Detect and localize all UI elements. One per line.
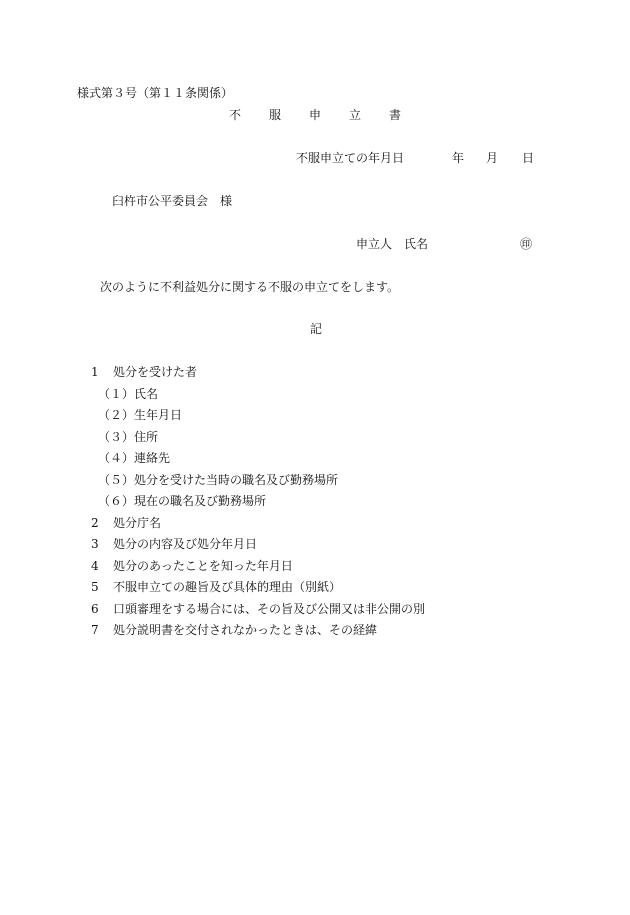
addressee: 臼杵市公平委員会 様 <box>112 194 233 208</box>
item-number: 3 <box>91 537 99 551</box>
date-label: 不服申立ての年月日 <box>296 151 405 165</box>
form-number: 様式第３号（第１１条関係） <box>77 86 234 100</box>
item-number: 4 <box>91 558 99 573</box>
item-number: （３） <box>98 429 135 444</box>
item-number: 7 <box>91 623 99 637</box>
item-number: （４） <box>98 451 135 465</box>
item-text: 連絡先 <box>134 451 171 465</box>
seal-mark: ㊞ <box>520 237 533 251</box>
applicant-line <box>356 237 533 251</box>
item-text: 処分を受けた当時の職名及び勤務場所 <box>134 472 339 487</box>
item-text: 口頭審理をする場合には、その旨及び公開又は非公開の別 <box>113 601 426 616</box>
item-text: 住所 <box>134 429 159 444</box>
item-text: 現在の職名及び勤務場所 <box>134 494 267 508</box>
item-text: 氏名 <box>134 386 159 401</box>
item-number: 1 <box>91 365 99 379</box>
intro-text: 次のように不利益処分に関する不服の申立てをします。 <box>100 280 400 294</box>
item-text: 生年月日 <box>134 408 183 422</box>
item-number: 6 <box>91 601 99 616</box>
date-line <box>296 151 535 165</box>
date-year-unit: 年 <box>452 151 465 165</box>
item-text: 処分の内容及び処分年月日 <box>113 537 258 551</box>
item-text: 処分のあったことを知った年月日 <box>113 558 293 573</box>
document-title: 不服申立書 <box>229 108 430 122</box>
ki-heading: 記 <box>310 322 323 336</box>
item-text: 処分を受けた者 <box>113 365 198 379</box>
date-month-unit: 月 <box>486 151 499 165</box>
item-number: （２） <box>98 408 135 422</box>
item-number: 2 <box>91 515 99 530</box>
item-number: （６） <box>98 494 135 508</box>
applicant-label: 申立人 氏名 <box>356 237 429 251</box>
item-text: 処分庁名 <box>113 515 162 530</box>
item-text: 処分説明書を交付されなかったときは、その経緯 <box>113 623 378 637</box>
item-number: （５） <box>98 472 135 487</box>
item-text: 不服申立ての趣旨及び具体的理由（別紙） <box>113 580 342 594</box>
item-number: （１） <box>98 386 135 401</box>
date-day-unit: 日 <box>522 151 535 165</box>
item-number: 5 <box>91 580 99 594</box>
